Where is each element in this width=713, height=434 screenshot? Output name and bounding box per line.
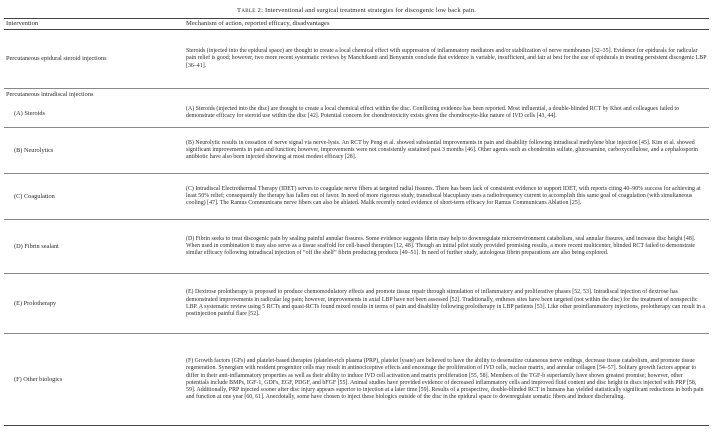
- mechanism-cell: (E) Dextrose prolotherapy is proposed to produce chemomodulatory effects and promote tissue repair through stimulation of inflammatory and proliferative phases [52, 53]. Intradiscal injection of dextrose has demonstrated improvements in radicular leg pain; however, improvements in axial LBP have not been assessed [52]. Traditionally, entheses sites have been targeted (not within the disc) for the treatment of nonspecific LBP. A systematic review using 5 RCTs and quasi-RCTs found mixed results in terms of pain and disability following prolotherapy in LBP patients [53]. Like other proinflammatory injections, prolotherapy can result in a postinjection painful flare [52].: [184, 274, 709, 334]
- mechanism-cell: (A) Steroids (injected into the disc) are thought to create a local chemical effect within the disc. Conflicting evidence has been reported. Most influential, a double-blinded RCT by Khot and colleagues failed to demonstrate efficacy for steroid use within the disc [42]. Potential concern for chondrotoxicity exists given the chondrocyte-like nature of IVD cells [43, 44].: [184, 99, 709, 128]
- table-row: [4, 128, 709, 174]
- mechanism-cell: Steroids (injected into the epidural space) are thought to create a local chemical effect with suppression of inflammatory mediators and/or stabilization of nerve membranes [32–35]. Evidence for epidurals for radicular pain relief is good; however, two more recent systematic reviews by Manchikanti and Benyamin conclude that evidence is variable, insufficient, and fair at best for the use of epidurals in treating persistent discogenic LBP [36–41].: [184, 30, 709, 89]
- caption-text: Interventional and surgical treatment strategies for discogenic low back pain.: [265, 7, 476, 14]
- intervention-cell: Percutaneous epidural steroid injections: [4, 30, 184, 89]
- mechanism-cell: (D) Fibrin seeks to treat discogenic pain by sealing painful annular fissures. Some evidence suggests fibrin may help to downregulate microenvironment catabolism, seal annular fissures, and increase disc height [48]. When used in combination it may also serve as a tissue scaffold for cell-based therapies [12, 48]. Though an initial pilot study provided promising results, a more recent multicenter, blinded RCT failed to demonstrate similar efficacy following intradiscal injection of “off the shelf” fibrin producing products [49–51]. In need of further study, autologous fibrin preparations are also being explored.: [184, 220, 709, 274]
- mechanism-cell: (F) Growth factors (GFs) and platelet-based therapies (platelet-rich plasma (PRP), platelet lysate) are believed to have the ability to desensitize cutaneous nerve endings, decrease tissue catabolism, and promote tissue regeneration. Synergism with resident progenitor cells may result in antinociceptive effects and encourage the proliferation of IVD cells, nuclear matrix, and annular collagen [54–57]. Solitary growth factors appear to differ in their anti-inflammatory properties as well as their ability to induce IVD cell activation and matrix proliferation [55, 58]. Members of the TGF-b superfamily have shown greatest promise; however, other potentials include BMPs, IGF-1, GDFs, EGF, PDGF, and bFGF [55]. Animal studies have provided evidence of decreased inflammatory cells and improved fluid content and disc height in discs injected with PRP [58, 59]. Additionally, PRP injected sooner after disc injury appears superior to injection at a later time [59]. Results of a prospective, double-blinded RCT in humans has yielded statistically significant reductions in both pain and function at one year [60, 61]. Anecdotally, some have chosen to inject these biologics outside of the disc in the epidural space to downregulate somatic fibers and induce discheraling.: [184, 334, 709, 426]
- header-row: [4, 19, 709, 30]
- section-row: [4, 89, 709, 100]
- intervention-cell: (F) Other biologics: [4, 334, 184, 426]
- intervention-cell: (E) Prolotherapy: [4, 274, 184, 334]
- table-label: Table 2:: [237, 7, 264, 14]
- table-row: [4, 174, 709, 220]
- intervention-cell: (A) Steroids: [4, 99, 184, 128]
- intervention-cell: (B) Neurolytics: [4, 128, 184, 174]
- table-row: [4, 30, 709, 89]
- mechanism-cell: (B) Neurolytic results in cessation of nerve signal via nerve-lysis. An RCT by Peng et al. showed substantial improvements in pain and disability following intradiscal methylene blue injection [45]. Kim et al. showed significant improvements in pain and function; however, improvements were not consistently sustained past 3 months [46]. Other agents such as chondroitin sulfate, glucosamine, carboxycellulose, and a cephalosporin antibiotic have also been injected showing at most modest efficacy [28].: [184, 128, 709, 174]
- table-row: [4, 334, 709, 426]
- table-caption: [4, 6, 709, 15]
- mechanism-cell: (C) Intradiscal Electrothermal Therapy (IDET) serves to coagulate nerve fibers at targeted radial fissures. There has been lack of consistent evidence to support IDET, with reports citing 40–90% success for achieving at least 50% relief; consequently the therapy has fallen out of favor. In need of more rigorous study, transdiscal biacuplasty uses a radiofrequency current to accomplish this same goal of coagulation (with simultaneous cooling) [47]. The Ramus Communicans nerve fibers can also be ablated. Malik recently noted evidence of short-term efficacy for Ramus Communicans Ablation [25].: [184, 174, 709, 220]
- table-row: [4, 220, 709, 274]
- intervention-cell: (C) Coagulation: [4, 174, 184, 220]
- section-heading: Percutaneous intradiscal injections: [6, 91, 94, 98]
- header-mechanism: Mechanism of action, reported efficacy, disadvantages: [184, 19, 709, 30]
- treatment-table: [4, 18, 709, 426]
- intervention-cell: (D) Fibrin sealant: [4, 220, 184, 274]
- table-row: [4, 99, 709, 128]
- table-row: [4, 274, 709, 334]
- header-intervention: Intervention: [4, 19, 184, 30]
